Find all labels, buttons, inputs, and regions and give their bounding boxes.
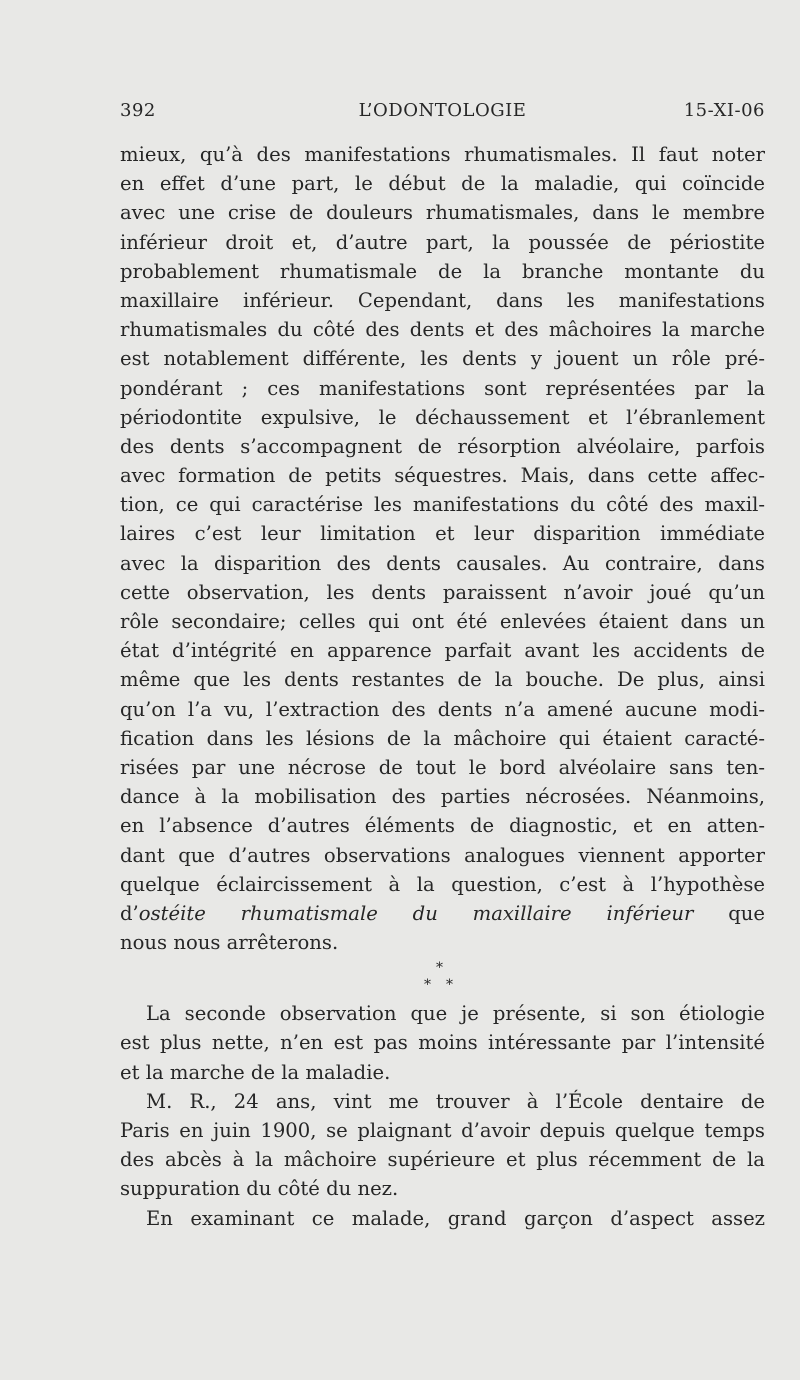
- text-line: rhumatismales du côté des dents et des mâchoires la marche: [120, 318, 765, 342]
- text-line: risées par une nécrose de tout le bord alvéolaire sans ten-: [120, 755, 765, 779]
- journal-title: L’ODONTOLOGIE: [358, 100, 527, 121]
- separator-star: *: [446, 977, 453, 994]
- text-line: La seconde observation que je présente, si son étiologie: [146, 1002, 765, 1026]
- line-prefix: d’: [120, 901, 139, 925]
- text-line: inférieur droit et, d’autre part, la poussée de périostite: [120, 230, 765, 254]
- text-line: est notablement différente, les dents y jouent un rôle pré-: [120, 347, 765, 371]
- text-line: pondérant ; ces manifestations sont représentées par la: [120, 376, 765, 400]
- text-line: rôle secondaire; celles qui ont été enlevées étaient dans un: [120, 610, 765, 633]
- paragraph-4: [120, 1204, 765, 1233]
- page-number: 392: [120, 100, 156, 121]
- section-separator: [120, 957, 765, 999]
- text-line: tion, ce qui caractérise les manifestations du côté des maxil-: [120, 493, 765, 517]
- text-line: probablement rhumatismale de la branche montante du: [120, 259, 765, 283]
- text-line: mieux, qu’à des manifestations rhumatismales. Il faut noter: [120, 143, 765, 166]
- text-line: des abcès à la mâchoire supérieure et plus récemment de la: [120, 1148, 765, 1172]
- body-text: [120, 140, 765, 1233]
- text-line: avec une crise de douleurs rhumatismales, dans le membre: [120, 201, 765, 225]
- text-line: périodontite expulsive, le déchaussement et l’ébranlement: [120, 405, 765, 429]
- text-line: laires c’est leur limitation et leur disparition immédiate: [120, 522, 765, 546]
- text-line: des dents s’accompagnent de résorption alvéolaire, parfois: [120, 434, 765, 458]
- running-head: [120, 100, 765, 130]
- text-line: M. R., 24 ans, vint me trouver à l’École dentaire de: [146, 1089, 765, 1113]
- text-line: suppuration du côté du nez.: [120, 1177, 399, 1201]
- text-line: avec formation de petits séquestres. Mais, dans cette affec-: [120, 464, 765, 488]
- paragraph-1: [120, 140, 765, 957]
- italic-diagnosis: ostéite rhumatismale du maxillaire inférieur: [138, 901, 694, 925]
- text-line: en effet d’une part, le début de la maladie, qui coïncide: [120, 172, 765, 196]
- text-line: même que les dents restantes de la bouche. De plus, ainsi: [120, 668, 765, 692]
- text-line: cette observation, les dents paraissent n’avoir joué qu’un: [120, 580, 765, 604]
- text-line: qu’on l’a vu, l’extraction des dents n’a amené aucune modi-: [120, 697, 765, 721]
- text-line: maxillaire inférieur. Cependant, dans les manifestations: [120, 288, 765, 312]
- text-line: dance à la mobilisation des parties nécrosées. Néanmoins,: [120, 785, 765, 809]
- text-line: Paris en juin 1900, se plaignant d’avoir depuis quelque temps: [120, 1119, 765, 1142]
- paragraph-3: [120, 1087, 765, 1204]
- text-line: état d’intégrité en apparence parfait avant les accidents de: [120, 639, 765, 663]
- text-line: quelque éclaircissement à la question, c’est à l’hypothèse: [120, 872, 765, 896]
- text-line: nous nous arrêterons.: [120, 931, 339, 955]
- paragraph-2: [120, 999, 765, 1087]
- text-line: est plus nette, n’en est pas moins intéressante par l’intensité: [120, 1031, 765, 1055]
- issue-date: 15-XI-06: [683, 100, 765, 121]
- separator-star: *: [424, 977, 431, 994]
- text-line: dant que d’autres observations analogues viennent apporter: [120, 843, 765, 867]
- text-line: et la marche de la maladie.: [120, 1060, 391, 1084]
- line-suffix: que: [693, 901, 765, 925]
- separator-star: *: [436, 960, 443, 977]
- text-line: fication dans les lésions de la mâchoire qui étaient caracté-: [120, 726, 765, 750]
- text-line-with-italic: [120, 899, 765, 928]
- text-line: En examinant ce malade, grand garçon d’aspect assez: [146, 1206, 765, 1230]
- text-line: avec la disparition des dents causales. Au contraire, dans: [120, 551, 765, 575]
- text-line: en l’absence d’autres éléments de diagnostic, et en atten-: [120, 814, 765, 838]
